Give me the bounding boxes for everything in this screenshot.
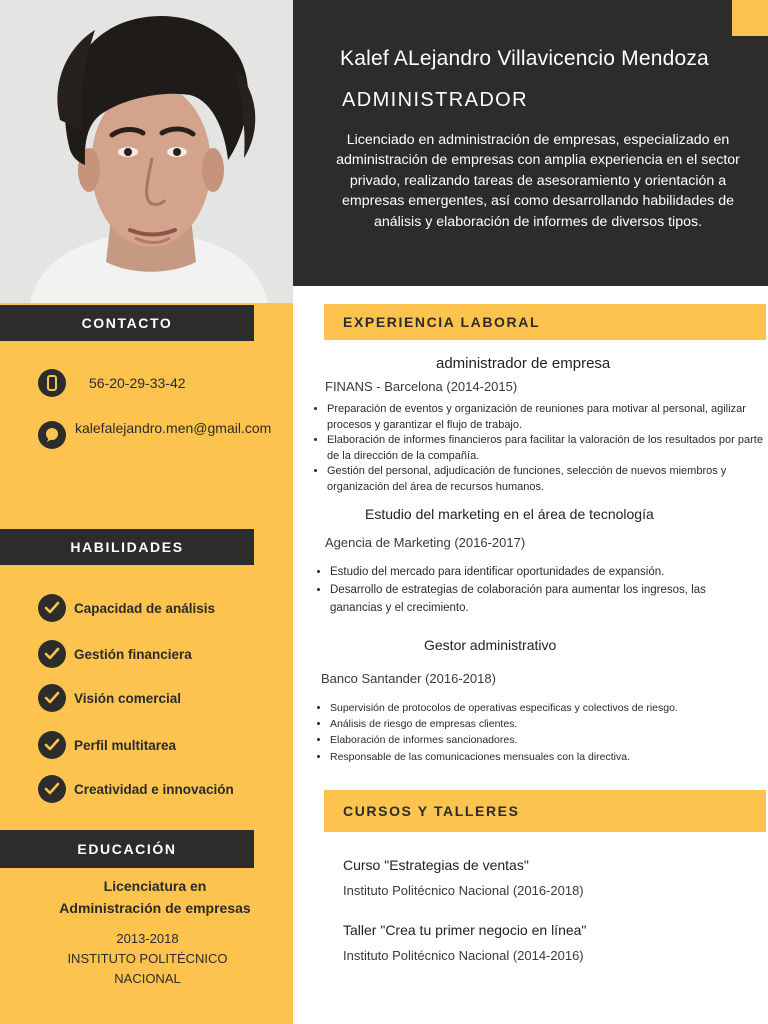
candidate-role: ADMINISTRADOR xyxy=(342,89,528,111)
degree-line-1: Licenciatura en xyxy=(103,878,207,894)
checkmark-icon xyxy=(38,684,66,712)
course-title: Taller "Crea tu primer negocio en línea" xyxy=(343,922,587,938)
course-institution: Instituto Politécnico Nacional (2016-2018) xyxy=(343,883,584,898)
job-bullet: • Preparación de eventos y organización de reuniones para motivar al personal, agilizar procesos y garantizar el flujo de trabajo. xyxy=(327,402,763,433)
job-bullet: • Desarrollo de estrategias de colaboración para aumentar los ingresos, las ganancias y el crecimiento. xyxy=(330,581,725,617)
institution-line-1: INSTITUTO POLITÉCNICO xyxy=(67,951,228,966)
phone-row xyxy=(38,369,186,397)
checkmark-icon xyxy=(38,731,66,759)
education-heading: EDUCACIÓN xyxy=(0,830,254,868)
courses-heading: CURSOS Y TALLERES xyxy=(324,790,766,832)
job-company: FINANS - Barcelona (2014-2015) xyxy=(325,379,518,394)
institution-line-2: NACIONAL xyxy=(114,971,181,986)
checkmark-icon xyxy=(38,640,66,668)
email-address[interactable]: kalefalejandro.men@gmail.com xyxy=(75,420,272,436)
checkmark-icon xyxy=(38,775,66,803)
education-degree xyxy=(30,875,280,919)
job-title: Estudio del marketing en el área de tecnología xyxy=(365,506,654,522)
skill-label: Visión comercial xyxy=(74,690,182,706)
experience-heading: EXPERIENCIA LABORAL xyxy=(324,304,766,340)
job-bullet: • Elaboración de informes financieros para facilitar la valoración de los resultados por parte de la dirección de la compañía. xyxy=(327,433,763,464)
job-company: Agencia de Marketing (2016-2017) xyxy=(325,535,526,550)
education-years: 2013-2018 xyxy=(116,931,179,946)
job-bullet: • Estudio del mercado para identificar oportunidades de expansión. xyxy=(330,563,725,581)
profile-photo xyxy=(0,0,293,303)
job-bullets xyxy=(311,402,763,495)
job-bullet: • Gestión del personal, adjudicación de funciones, selección de nuevos miembros y organización del área de recursos humanos. xyxy=(327,464,763,495)
accent-square xyxy=(732,0,768,36)
job-title: administrador de empresa xyxy=(436,355,611,372)
skill-label: Gestión financiera xyxy=(74,646,192,662)
skills-heading: HABILIDADES xyxy=(0,529,254,565)
job-bullets xyxy=(314,563,725,617)
contact-heading: CONTACTO xyxy=(0,305,254,341)
job-bullets xyxy=(314,700,692,765)
profile-summary: Licenciado en administración de empresas, especializado en administración de empresas con amplia experiencia en el sector privado, realizando tareas de asesoramiento y orientación a empresas emergentes, así como desarrollando habilidades de análisis y elaboración de informes de diversos tipos. xyxy=(336,132,740,230)
chat-bubble-icon xyxy=(38,421,66,449)
checkmark-icon xyxy=(38,594,66,622)
skill-item xyxy=(38,640,192,668)
skill-item xyxy=(38,731,176,759)
job-company: Banco Santander (2016-2018) xyxy=(321,671,496,686)
education-details xyxy=(30,929,265,989)
job-bullet: • Análisis de riesgo de empresas clientes. xyxy=(330,716,692,732)
phone-number[interactable]: 56-20-29-33-42 xyxy=(89,375,186,391)
email-row xyxy=(38,421,271,449)
skill-label: Creatividad e innovación xyxy=(74,781,234,797)
skill-item xyxy=(38,775,234,803)
skill-item xyxy=(38,594,215,622)
candidate-name: Kalef ALejandro Villavicencio Mendoza xyxy=(340,47,709,70)
skill-label: Capacidad de análisis xyxy=(74,600,216,616)
skill-item xyxy=(38,684,181,712)
course-title: Curso "Estrategias de ventas" xyxy=(343,857,529,873)
job-title: Gestor administrativo xyxy=(424,637,557,653)
degree-line-2: Administración de empresas xyxy=(59,900,251,916)
skill-label: Perfil multitarea xyxy=(74,737,177,753)
job-bullet: • Responsable de las comunicaciones mensuales con la directiva. xyxy=(330,749,692,765)
phone-icon xyxy=(38,369,66,397)
job-bullet: • Supervisión de protocolos de operativas especificas y colectivos de riesgo. xyxy=(330,700,692,716)
course-institution: Instituto Politécnico Nacional (2014-2016) xyxy=(343,948,584,963)
job-bullet: • Elaboración de informes sancionadores. xyxy=(330,732,692,748)
